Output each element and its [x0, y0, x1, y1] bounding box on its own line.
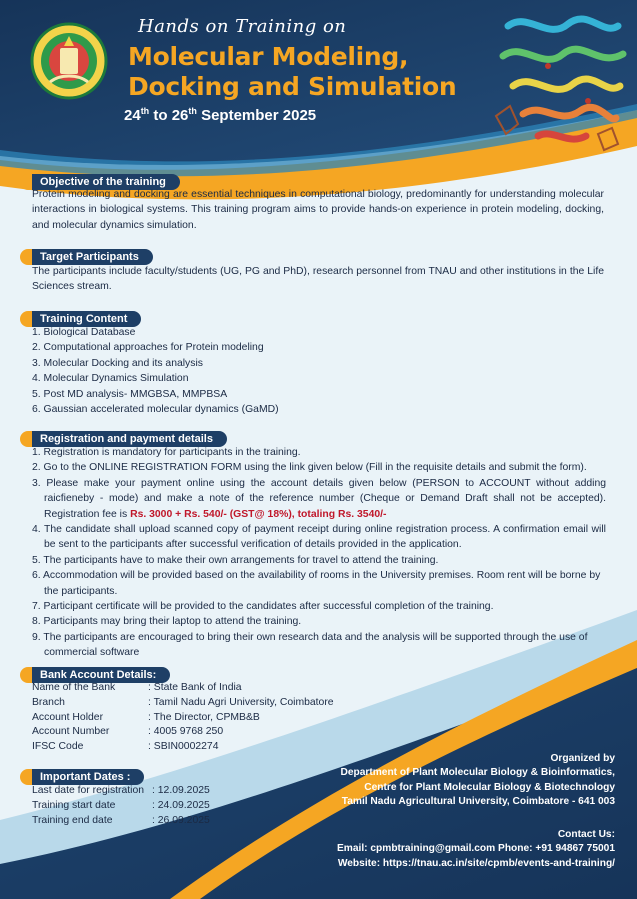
- registration-fee: Rs. 3000 + Rs. 540/- (GST@ 18%), totaling Rs. 3540/-: [130, 508, 387, 520]
- protein-structure-illustration: [488, 6, 634, 156]
- table-row: Account Number : 4005 9768 250: [32, 726, 224, 738]
- registration-list: [32, 445, 606, 661]
- list-item: 6. Accommodation will be provided based on the availability of rooms in the University premises. Room rent will be borne by the participants.: [32, 570, 601, 597]
- table-row: Training start date : 24.09.2025: [32, 799, 210, 811]
- important-dates-table: [32, 784, 252, 828]
- list-item: 5. Post MD analysis- MMGBSA, MMPBSA: [32, 388, 228, 400]
- table-row: Account Holder : The Director, CPMB&B: [32, 711, 260, 723]
- bank-details-heading: Bank Account Details:: [32, 667, 170, 683]
- table-row: Branch : Tamil Nadu Agri University, Coimbatore: [32, 696, 334, 708]
- list-item: 8. Participants may bring their laptop to attend the training.: [32, 616, 302, 628]
- contact-block: [337, 828, 615, 871]
- list-item: 6. Gaussian accelerated molecular dynamics (GaMD): [32, 404, 279, 416]
- table-row: IFSC Code : SBIN0002274: [32, 741, 219, 753]
- organizer-block: Organized by Department of Plant Molecular Biology & Bioinformatics, Centre for Plant Molecular Biology & Biotechnology Tamil Nadu Agricultural University, Coimbatore - 641 003: [340, 753, 615, 808]
- contact-email-phone: Email: cpmbtraining@gmail.com Phone: +91 94867 75001: [336, 843, 615, 855]
- list-item: 2. Go to the ONLINE REGISTRATION FORM using the link given below (Fill in the requisite details and submit the form).: [32, 462, 587, 474]
- table-row: Training end date : 26.09.2025: [32, 814, 210, 826]
- main-title-line1: Molecular Modeling,: [128, 42, 409, 71]
- bank-details-table: [32, 681, 372, 755]
- objective-text: Protein modeling and docking are essential techniques in computational biology, predominantly for understanding molecular interactions in biological systems. This training program aims to provide hands-on experience in protein modeling, docking, and molecular dynamics simulation.: [32, 189, 604, 231]
- table-row: Last date for registration : 12.09.2025: [32, 785, 210, 796]
- training-dates: 24th to 26th September 2025: [124, 106, 317, 124]
- list-item: 1. Registration is mandatory for participants in the training.: [32, 447, 301, 458]
- list-item: 2. Computational approaches for Protein modeling: [32, 342, 264, 354]
- training-content-heading: Training Content: [32, 311, 141, 327]
- list-item: 9. The participants are encouraged to bring their own research data and the analysis will be supported through the use of commercial software: [32, 631, 588, 659]
- list-item: 1. Biological Database: [32, 327, 136, 338]
- training-type-title: Hands on Training on: [138, 16, 347, 37]
- organizer-heading: Organized by: [550, 753, 615, 764]
- contact-website: Website: https://tnau.ac.in/site/cpmb/events-and-training/: [337, 857, 615, 869]
- table-row: Name of the Bank : State Bank of India: [32, 682, 242, 693]
- list-item: 3. Molecular Docking and its analysis: [32, 357, 203, 369]
- target-participants-heading: Target Participants: [32, 249, 153, 265]
- target-participants-text: The participants include faculty/students (UG, PG and PhD), research personnel from TNAU and other institutions in the Life Sciences stream.: [32, 266, 604, 293]
- list-item: 4. The candidate shall upload scanned copy of payment receipt during online registration process. A confirmation email will be sent to the participants after successful verification of details provided in the application.: [32, 524, 606, 551]
- list-item: 3. Please make your payment online using the account details given below (PERSON to ACCOUNT without adding raicfieneby - mode) and make a note of the reference number (Cheque or Demand Draft shall not be accepted). Registration fee is Rs. 3000 + Rs. 540/- (GST@ 18%), totaling Rs. 3540/-: [32, 477, 606, 520]
- registration-heading: Registration and payment details: [32, 431, 227, 447]
- training-content-list: [32, 325, 592, 417]
- important-dates-heading: Important Dates :: [32, 769, 144, 785]
- objective-heading: Objective of the training: [32, 174, 180, 190]
- list-item: 5. The participants have to make their own arrangements for travel to attend the training.: [32, 554, 439, 566]
- contact-heading: Contact Us:: [557, 829, 615, 840]
- university-logo: [30, 22, 108, 100]
- list-item: 4. Molecular Dynamics Simulation: [32, 373, 189, 385]
- main-title-line2: Docking and Simulation: [128, 72, 457, 101]
- list-item: 7. Participant certificate will be provided to the candidates after successful completion of the training.: [32, 601, 494, 613]
